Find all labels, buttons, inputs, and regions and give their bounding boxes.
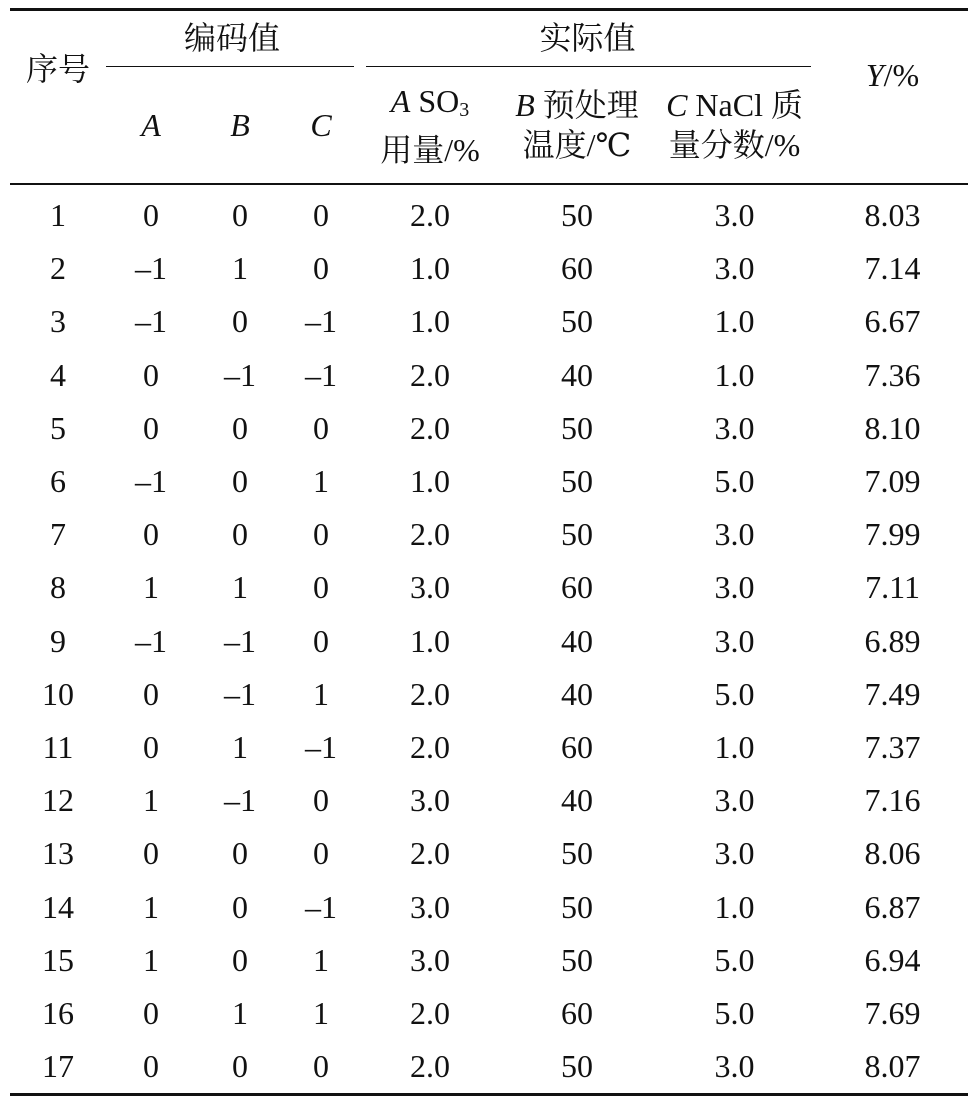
table-header: [10, 10, 968, 185]
cell-pretreat-temp: 50: [561, 409, 594, 446]
cell-seq: 15: [42, 941, 74, 978]
cell-coded-c: 1: [313, 941, 329, 978]
table-row: [10, 242, 968, 295]
cell-yield: 8.07: [817, 1040, 968, 1095]
cell-nacl-fraction: 5.0: [714, 941, 755, 978]
cell-coded-b: 0: [232, 197, 248, 234]
header-actual-group: 实际值: [358, 10, 817, 68]
cell-nacl-fraction: 3.0: [652, 1040, 817, 1095]
table-row: [10, 402, 968, 455]
cell-coded-c: –1: [305, 356, 337, 393]
cell-coded-c: –1: [305, 303, 337, 340]
table-row: [10, 934, 968, 987]
cell-seq: 14: [42, 888, 74, 925]
table-row: [10, 987, 968, 1040]
cell-pretreat-temp: 60: [561, 569, 594, 606]
table-row: [10, 880, 968, 933]
cell-coded-c: 1: [313, 675, 329, 712]
cell-so3-dosage: 1.0: [410, 463, 451, 500]
cell-nacl-fraction: 3.0: [714, 782, 755, 819]
cell-nacl-fraction: 5.0: [714, 463, 755, 500]
cell-seq: 2: [50, 250, 66, 287]
cell-nacl-fraction: 3.0: [714, 835, 755, 872]
cell-nacl-fraction: 3.0: [714, 409, 755, 446]
cell-coded-b: 0: [232, 835, 248, 872]
cell-nacl-fraction: 1.0: [714, 728, 755, 765]
cell-coded-c: 0: [313, 622, 329, 659]
cell-so3-dosage: 2.0: [410, 356, 451, 393]
cell-yield: 8.10: [864, 409, 921, 446]
cell-seq: 4: [50, 356, 66, 393]
cell-pretreat-temp: 40: [561, 356, 594, 393]
table-row: [10, 508, 968, 561]
header-actual-b: B 预处理 温度/℃: [502, 67, 652, 184]
cell-coded-a: 1: [143, 888, 159, 925]
cell-nacl-fraction: 3.0: [714, 569, 755, 606]
table-row: [10, 455, 968, 508]
cell-so3-dosage: 3.0: [410, 569, 451, 606]
cell-coded-c: 0: [284, 1040, 358, 1095]
cell-pretreat-temp: 50: [561, 463, 594, 500]
cell-nacl-fraction: 1.0: [714, 888, 755, 925]
cell-coded-a: 0: [143, 409, 159, 446]
cell-coded-a: 0: [143, 728, 159, 765]
experiment-design-table: [10, 8, 968, 1096]
cell-seq: 10: [42, 675, 74, 712]
table-row: [10, 295, 968, 348]
table-row: [10, 1040, 968, 1095]
cell-coded-a: 0: [143, 994, 159, 1031]
cell-seq: 17: [10, 1040, 106, 1095]
cell-coded-b: –1: [224, 356, 256, 393]
cell-coded-b: 0: [232, 941, 248, 978]
cell-coded-b: 0: [232, 409, 248, 446]
cell-seq: 8: [50, 569, 66, 606]
cell-so3-dosage: 2.0: [358, 1040, 502, 1095]
cell-coded-b: 0: [232, 888, 248, 925]
cell-yield: 6.67: [864, 303, 921, 340]
cell-pretreat-temp: 50: [561, 888, 594, 925]
cell-yield: 7.49: [864, 675, 921, 712]
cell-coded-b: 0: [232, 463, 248, 500]
cell-nacl-fraction: 5.0: [714, 675, 755, 712]
cell-coded-c: 0: [313, 835, 329, 872]
table-body: [10, 184, 968, 1095]
cell-coded-a: 0: [143, 516, 159, 553]
cell-pretreat-temp: 40: [561, 782, 594, 819]
cell-seq: 13: [42, 835, 74, 872]
cell-so3-dosage: 1.0: [410, 622, 451, 659]
cell-pretreat-temp: 50: [561, 941, 594, 978]
cell-coded-c: 1: [313, 463, 329, 500]
table-row: [10, 721, 968, 774]
cell-seq: 11: [42, 728, 74, 765]
cell-so3-dosage: 2.0: [410, 675, 451, 712]
cell-yield: 7.36: [864, 356, 921, 393]
cell-coded-a: 0: [143, 835, 159, 872]
cell-coded-b: 1: [232, 994, 248, 1031]
cell-coded-c: 0: [313, 250, 329, 287]
cell-yield: 6.89: [864, 622, 921, 659]
cell-pretreat-temp: 50: [502, 1040, 652, 1095]
cell-so3-dosage: 2.0: [410, 197, 451, 234]
cell-so3-dosage: 1.0: [410, 250, 451, 287]
cell-pretreat-temp: 50: [561, 516, 594, 553]
cell-pretreat-temp: 50: [561, 197, 594, 234]
cell-nacl-fraction: 3.0: [714, 197, 755, 234]
cell-seq: 6: [50, 463, 66, 500]
cell-so3-dosage: 2.0: [410, 516, 451, 553]
cell-pretreat-temp: 60: [561, 250, 594, 287]
cell-yield: 7.14: [864, 250, 921, 287]
header-coded-a: A: [106, 67, 196, 184]
cell-seq: 3: [50, 303, 66, 340]
cell-coded-b: 0: [232, 516, 248, 553]
table-row: [10, 561, 968, 614]
cell-coded-b: –1: [224, 675, 256, 712]
cell-coded-a: 0: [106, 1040, 196, 1095]
cell-nacl-fraction: 3.0: [714, 622, 755, 659]
cell-seq: 5: [50, 409, 66, 446]
cell-coded-a: 0: [143, 675, 159, 712]
header-coded-c: C: [284, 67, 358, 184]
cell-coded-c: 0: [313, 516, 329, 553]
header-coded-b: B: [196, 67, 284, 184]
cell-coded-c: 0: [313, 782, 329, 819]
cell-coded-a: –1: [135, 463, 167, 500]
cell-pretreat-temp: 40: [561, 675, 594, 712]
cell-yield: 8.03: [864, 197, 921, 234]
cell-coded-b: –1: [224, 782, 256, 819]
cell-seq: 16: [42, 994, 74, 1031]
cell-coded-c: 1: [313, 994, 329, 1031]
cell-nacl-fraction: 3.0: [714, 250, 755, 287]
cell-yield: 7.37: [864, 728, 921, 765]
cell-coded-c: 0: [313, 197, 329, 234]
cell-pretreat-temp: 40: [561, 622, 594, 659]
header-y: Y/%: [817, 10, 968, 185]
cell-yield: 7.69: [864, 994, 921, 1031]
cell-so3-dosage: 2.0: [410, 409, 451, 446]
table-row: [10, 668, 968, 721]
cell-seq: 9: [50, 622, 66, 659]
cell-coded-c: –1: [305, 728, 337, 765]
cell-coded-a: 1: [143, 782, 159, 819]
cell-seq: 1: [50, 197, 66, 234]
cell-nacl-fraction: 3.0: [714, 516, 755, 553]
cell-pretreat-temp: 60: [561, 728, 594, 765]
table-row: [10, 827, 968, 880]
cell-coded-b: 1: [232, 728, 248, 765]
cell-coded-c: 0: [313, 569, 329, 606]
header-actual-a: A $SO_3$ 用量/%: [358, 67, 502, 184]
cell-coded-a: 1: [143, 941, 159, 978]
cell-yield: 7.11: [865, 569, 920, 606]
cell-coded-a: 1: [143, 569, 159, 606]
table-row: [10, 774, 968, 827]
cell-nacl-fraction: 5.0: [714, 994, 755, 1031]
table-row: [10, 615, 968, 668]
cell-pretreat-temp: 50: [561, 303, 594, 340]
header-actual-c: C NaCl 质 量分数/%: [652, 67, 817, 184]
cell-so3-dosage: 2.0: [410, 835, 451, 872]
cell-coded-a: –1: [135, 622, 167, 659]
cell-coded-b: –1: [224, 622, 256, 659]
cell-coded-b: 0: [196, 1040, 284, 1095]
cell-coded-a: –1: [135, 303, 167, 340]
cell-coded-a: 0: [143, 197, 159, 234]
cell-seq: 12: [42, 782, 74, 819]
cell-so3-dosage: 3.0: [410, 941, 451, 978]
cell-coded-b: 1: [232, 569, 248, 606]
cell-coded-b: 1: [232, 250, 248, 287]
cell-coded-a: 0: [143, 356, 159, 393]
cell-so3-dosage: 3.0: [410, 888, 451, 925]
cell-nacl-fraction: 1.0: [714, 356, 755, 393]
header-seq: 序号: [10, 10, 106, 185]
table-row: [10, 349, 968, 402]
cell-yield: 6.87: [864, 888, 921, 925]
cell-coded-a: –1: [135, 250, 167, 287]
table-row: [10, 184, 968, 242]
cell-coded-b: 0: [232, 303, 248, 340]
cell-nacl-fraction: 1.0: [714, 303, 755, 340]
cell-yield: 7.99: [864, 516, 921, 553]
cell-so3-dosage: 1.0: [410, 303, 451, 340]
header-coded-group: 编码值: [106, 10, 358, 68]
cell-so3-dosage: 3.0: [410, 782, 451, 819]
cell-seq: 7: [50, 516, 66, 553]
cell-pretreat-temp: 60: [561, 994, 594, 1031]
cell-coded-c: 0: [313, 409, 329, 446]
cell-so3-dosage: 2.0: [410, 728, 451, 765]
cell-yield: 7.16: [864, 782, 921, 819]
cell-so3-dosage: 2.0: [410, 994, 451, 1031]
cell-yield: 6.94: [864, 941, 921, 978]
cell-yield: 8.06: [864, 835, 921, 872]
cell-pretreat-temp: 50: [561, 835, 594, 872]
cell-coded-c: –1: [305, 888, 337, 925]
cell-yield: 7.09: [864, 463, 921, 500]
